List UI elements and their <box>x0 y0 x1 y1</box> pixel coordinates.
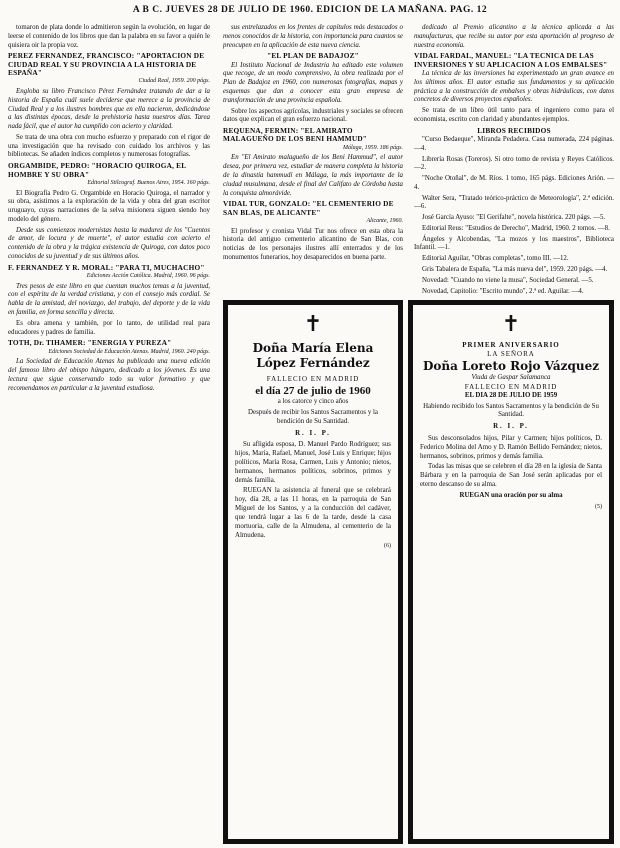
deceased-name: Doña Loreto Rojo Vázquez <box>422 358 600 373</box>
review-title: VIDAL FARDAL, MANUEL: "LA TECNICA DE LAS INVERSIONES Y SU APLICACION A LOS EMBALSES" <box>414 51 608 69</box>
review-meta: Ciudad Real, 1959. 200 págs. <box>138 78 210 85</box>
death-date: EL DIA 28 DE JULIO DE 1959 <box>464 391 558 399</box>
column-middle <box>223 24 403 294</box>
review-text: Se trata de un libro útil tanto para el ingeniero como para el economista, escrito con claridad y abundantes ejemplos. <box>414 107 614 123</box>
review-text: Engloba su libro Francisco Pérez Fernández tratando de dar a la historia de España cuál suele deciderse que merece a la provincia de Ciudad Real y a los ilustres hombres que en ella nacieron, dedicándose a las distintas épocas, desde la prehistoria hasta nuestros días. Tarea nada fácil, que el autor ha cumplido con acierto y claridad. <box>8 88 210 131</box>
column-intro-text: tomaron de plata donde lo admitieron según la evolución, en lugar de leerse el contenido de los libros que dan la palabra en su favor a quién le quisiera oir la propia voz. <box>8 24 210 49</box>
family-list: Sus desconsolados hijos, Pilar y Carmen; hijos políticos, D. Federico Molina del Amo y D. Ramón Bellido Fernández; nietos, hermanos, sobrinos, primos y demás familia. <box>420 435 602 460</box>
sacraments-text: Después de recibir los Santos Sacramentos y la bendición de Su Santidad. <box>248 408 378 425</box>
rip-label: R. I. P. <box>295 429 331 437</box>
review-title: VIDAL TUR, GONZALO: "EL CEMENTERIO DE SAN BLAS, DE ALICANTE" <box>223 199 394 217</box>
book-entry: José García Ayuso: "El Gerifalte", novela histórica. 220 págs. —5. <box>422 214 606 222</box>
death-date: el día 27 de julio de 1960 <box>255 384 371 397</box>
widow-of: Viuda de Gaspar Salamanca <box>471 373 551 381</box>
funeral-request: RUEGAN la asistencia al funeral que se celebrará hoy, día 28, a las 11 horas, en la parroquia de San Miguel de los Santos, y a la conducción del cadáver, que tendrá lugar a las 6 de la tarde, desde la casa mortuoria, calle de la Almudena, al cementerio de la Almudena. <box>235 487 391 539</box>
notice-number: (6) <box>384 543 391 550</box>
review-text: Tres pesos de este libro en que cuentan muchos temas a la juventud, con el espíritu de la verdad cristiana, y con el consejo más cordial. Se habla de la amistad, del noviazgo, del trabajo, del deporte y de la vida en familia, en forma sencilla y directa. <box>8 282 210 317</box>
review-title: TOTH, Dr. TIHAMER: "ENERGIA Y PUREZA" <box>8 338 172 348</box>
obituary-notice-2 <box>408 300 614 844</box>
obituary-body <box>235 441 391 540</box>
review-text: Se trata de una obra con mucho esfuerzo y preparado con el rigor de una investigación que ha revisado con cuidado los archivos y las bibliotecas. Se añaden índices completos y numerosas fotografías. <box>8 133 210 159</box>
book-entry: Walter Sera, "Tratado teórico-práctico de Meteorología", 2.ª edición. —6. <box>414 194 614 211</box>
title-label: LA SEÑORA <box>487 349 535 358</box>
obituary-notice-1 <box>223 300 403 844</box>
review-meta: Ediciones Sociedad de Educación Atenas. Madrid, 1960. 240 págs. <box>48 348 210 355</box>
review-text: El profesor y cronista Vidal Tur nos ofrece en esta obra la historia del antiguo cementerio alicantino de San Blas, con noticias de los personajes ilustres allí enterrados y de los monumentos funerarios, hoy desaparecidos en buena parte. <box>223 227 403 261</box>
cross-icon: ✝ <box>303 311 323 336</box>
review-title: PEREZ FERNANDEZ, FRANCISCO: "APORTACION DE CIUDAD REAL Y SU PROVINCIA A LA HISTORIA DE ESPAÑA" <box>8 51 205 78</box>
rip-label: R. I. P. <box>493 423 529 431</box>
book-entry: Gris Tabalera de España, "La más nueva del", 1959. 220 págs. —4. <box>422 266 608 274</box>
mass-info: Todas las misas que se celebren el día 28 en la iglesia de Santa Bárbara y en la parroquia de San José serán aplicadas por el eterno descanso de su alma. <box>420 463 602 489</box>
review-text: En "El Amirato malagueño de los Beni Hammud", el autor desea, por primera vez, estudiar de manera completa la historia de la dinastía hammudí en Málaga, la más importante de la ciudad musulmana, desde el final del Califato de Córdoba hasta la conquista almorávide. <box>223 154 403 197</box>
review-text: El Instituto Nacional de Industria ha editado este volumen que recoge, de un modo comprensivo, la obra realizada por el Plan de Badajoz en 1960, con numerosas fotografías, mapas y esquemas que dan a conocer esta gran empresa de transformación de una provincia española. <box>223 61 403 104</box>
prayer-request: RUEGAN una oración por su alma <box>459 491 563 499</box>
review-meta: Ediciones Acción Católica. Madrid, 1960. 96 págs. <box>86 273 210 280</box>
death-place: FALLECIO EN MADRID <box>266 375 360 383</box>
review-text: Desde sus comienzos modernistas hasta la madurez de los "Cuentos de amor, de locura y de muerte", el autor estudia con acierto el contenido de la obra y la trágica existencia de Quiroga, con datos poco conocidos de su juventud y de sus últimos años. <box>8 226 210 260</box>
cross-icon: ✝ <box>501 311 521 336</box>
book-entry: Ángeles y Alcobendas, "La mozos y los maestros", Biblioteca Infantil. —1. <box>414 235 614 252</box>
review-text: La Sociedad de Educación Atenas ha publicado una nueva edición del famoso libro del obispo húngaro, dedicado a los jóvenes. Es una lectura que sigue conservando todo su valor formativo y que recomendamos en particular a la juventud estudiosa. <box>8 358 210 392</box>
sacraments-text: Habiendo recibido los Santos Sacramentos y la bendición de Su Santidad. <box>423 402 599 419</box>
review-text: La técnica de las inversiones ha experimentado un gran avance en los últimos años. El autor estudia sus fundamentos y su aplicación práctica a la construcción de embalses y obras hidráulicas, con datos concretos de diversos proyectos españoles. <box>414 70 614 104</box>
book-entry: Editorial Aguilar, "Obras completas", tomo III. —12. <box>422 255 569 263</box>
review-meta: Alicante, 1960. <box>366 218 403 225</box>
column-intro-text: sus entrelazados en los frentes de capítulos más destacados o menos conocidos de la historia, con importancia para cuantos se preocupen en la aplicación de esta nueva ciencia. <box>223 24 403 49</box>
book-entry: Editorial Reus: "Estudios de Derecho", Madrid, 1960. 2 tomos. —8. <box>422 224 610 232</box>
book-entry: Novedad, Capitolio: "Escrito mundo", 2.ª ed. Aguilar. —4. <box>422 287 584 294</box>
deceased-age: a los catorce y cinco años <box>277 398 349 406</box>
obituary-body <box>420 435 602 490</box>
review-meta: Málaga, 1959. 186 págs. <box>343 144 403 151</box>
review-title: F. FERNANDEZ Y R. MORAL: "PARA TI, MUCHACHO" <box>8 262 205 272</box>
review-meta: Editorial Stilcograf. Buenos Aires, 1954. 160 págs. <box>87 179 210 186</box>
death-place: FALLECIO EN MADRID <box>464 382 558 391</box>
book-entry: "Curso Bedaeque", Miranda Pedadera. Casa numerada, 224 páginas. —4. <box>414 136 614 152</box>
book-entry: "Noche Otoñal", de M. Ríos. 1 tomo, 165 págs. Ediciones Arión. —4. <box>414 175 614 191</box>
review-text: El Biografía Pedro G. Orgambide en Horacio Quiroga, el narrador y su obra, asistimos a la exploración de la vida y obra del gran escritor uruguayo, cuyas narraciones de la selva misionera siguen siendo hoy modelo del género. <box>8 189 210 223</box>
column-intro-text: dedicado al Premio alicantino a la técnica aplicada a las manufacturas, que recibe su autor por esta aportación al progreso de nuestra economía. <box>414 24 614 49</box>
anniversary-label: PRIMER ANIVERSARIO <box>462 341 560 349</box>
review-text: Sobre los aspectos agrícolas, industriales y sociales se ofrecen datos que explican el gran esfuerzo nacional. <box>223 107 403 124</box>
review-title: ORGAMBIDE, PEDRO: "HORACIO QUIROGA, EL HOMBRE Y SU OBRA" <box>8 161 186 179</box>
review-title: REQUENA, FERMIN: "EL AMIRATO MALAGUEÑO DE LOS BENI HAMMUD" <box>223 126 368 144</box>
notice-number: (5) <box>595 503 602 510</box>
book-entry: Librería Rosas (Toreros). Si otro tomo de revista y Reyes Católicos. —2. <box>414 155 614 172</box>
page-header: A B C. JUEVES 28 DE JULIO DE 1960. EDICION DE LA MAÑANA. PAG. 12 <box>132 5 488 15</box>
deceased-name: Doña María Elena López Fernández <box>252 341 374 370</box>
review-title: "EL PLAN DE BADAJOZ" <box>267 51 359 61</box>
column-right <box>414 24 614 294</box>
books-received-title: LIBROS RECIBIDOS <box>477 125 551 135</box>
book-entry: Novedad: "Cuando no viene la musa", Sociedad General. —5. <box>422 276 594 284</box>
family-list: Su afligida esposa, D. Manuel Pardo Rodríguez; sus hijos, María, Rafael, Manuel, José Luis y Enrique; hijos políticos, María Rosa, Carmen, Luis y Antonio; nietos, hermanos, hermanos políticos, sobrinos, primos y demás familia. <box>235 441 391 484</box>
column-left <box>8 24 210 844</box>
review-text: Es obra amena y también, por lo tanto, de utilidad real para educadores y padres de familia. <box>8 319 210 336</box>
